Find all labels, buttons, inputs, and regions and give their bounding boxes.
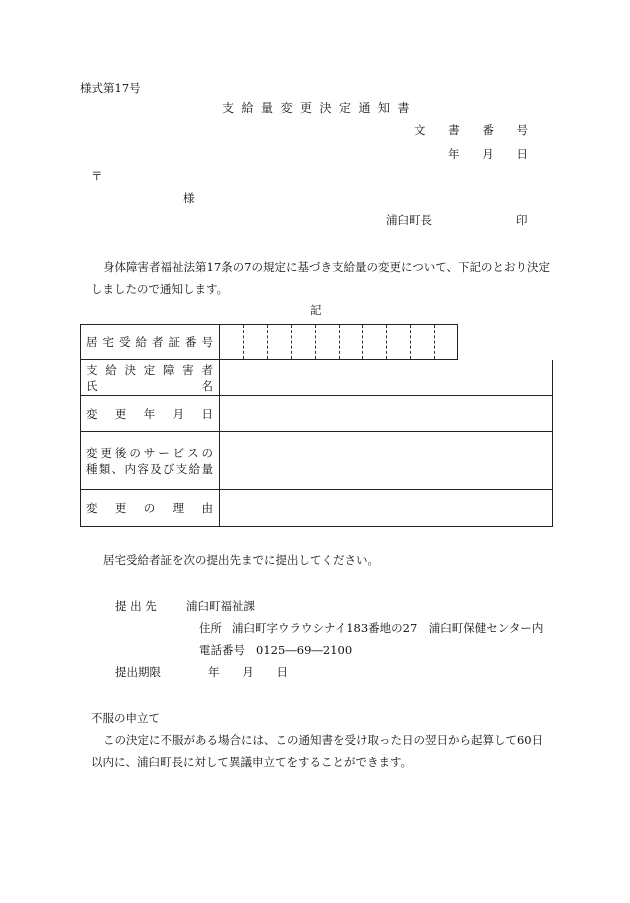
day-char: 日 [276,665,288,679]
year-char: 年 [448,147,460,161]
digit-box[interactable] [362,325,386,359]
table-row-certificate-number [80,324,458,360]
digit-box[interactable] [220,325,243,359]
certificate-number-boxes[interactable] [220,325,458,359]
label-service-details: 変 更 後 の サ ー ビ ス の 種 類 、 内 容 及 び 支 給 量 [81,432,220,489]
deadline-label: 提出期限 [115,665,161,679]
doc-number-char: 書 [448,123,460,137]
table-row-service-details [80,432,553,490]
label-change-reason: 変 更 の 理 由 [81,490,220,526]
digit-box[interactable] [291,325,315,359]
submit-to-value: 浦臼町福祉課 [186,599,255,613]
digit-box[interactable] [243,325,267,359]
form-number: 様式第17号 [80,81,141,95]
table-row-change-date [80,396,553,432]
month-char: 月 [482,147,494,161]
postal-mark: 〒 [91,169,103,183]
submit-to-label: 提 出 先 [115,599,157,613]
issuer-name: 浦臼町長 [386,213,432,227]
submit-instruction: 居宅受給者証を次の提出先までに提出してください。 [103,553,379,567]
label-change-date: 変 更 年 月 日 [81,396,220,431]
phone-label: 電話番号 [199,643,245,657]
label-certificate-number: 居 宅 受 給 者 証 番 号 [81,325,220,359]
seal-mark: 印 [516,213,528,227]
appeal-text-line2: 以内に、浦臼町長に対して異議申立てをすることができます。 [91,755,413,769]
details-table [80,324,553,527]
label-recipient-name: 支 給 決 定 障 害 者 氏 名 [81,360,220,395]
digit-box[interactable] [434,325,458,359]
address-value: 浦臼町字ウラウシナイ183番地の27 浦臼町保健センター内 [232,621,544,635]
document-title: 支給量変更決定通知書 [222,101,418,115]
table-row-change-reason [80,490,553,527]
day-char: 日 [516,147,528,161]
digit-box[interactable] [315,325,339,359]
digit-box[interactable] [339,325,363,359]
ki-heading: 記 [310,303,322,317]
digit-box[interactable] [386,325,410,359]
address-label: 住所 [199,621,222,635]
appeal-heading: 不服の申立て [91,711,160,725]
doc-number-char: 号 [516,123,528,137]
phone-value: 0125―69―2100 [256,643,353,657]
addressee-honorific: 様 [183,191,195,205]
body-text-line2: しましたので通知します。 [91,282,229,296]
digit-box[interactable] [410,325,434,359]
appeal-text-line1: この決定に不服がある場合には、この通知書を受け取った日の翌日から起算して60日 [103,733,544,747]
doc-number-char: 番 [482,123,494,137]
issue-date-label [448,147,528,161]
digit-box[interactable] [267,325,291,359]
deadline-date [208,665,288,679]
document-number-label [414,123,528,137]
doc-number-char: 文 [414,123,426,137]
table-row-recipient-name [80,360,553,396]
year-char: 年 [208,665,220,679]
month-char: 月 [242,665,254,679]
body-text-line1: 身体障害者福祉法第17条の7の規定に基づき支給量の変更について、下記のとおり決定 [103,260,550,274]
